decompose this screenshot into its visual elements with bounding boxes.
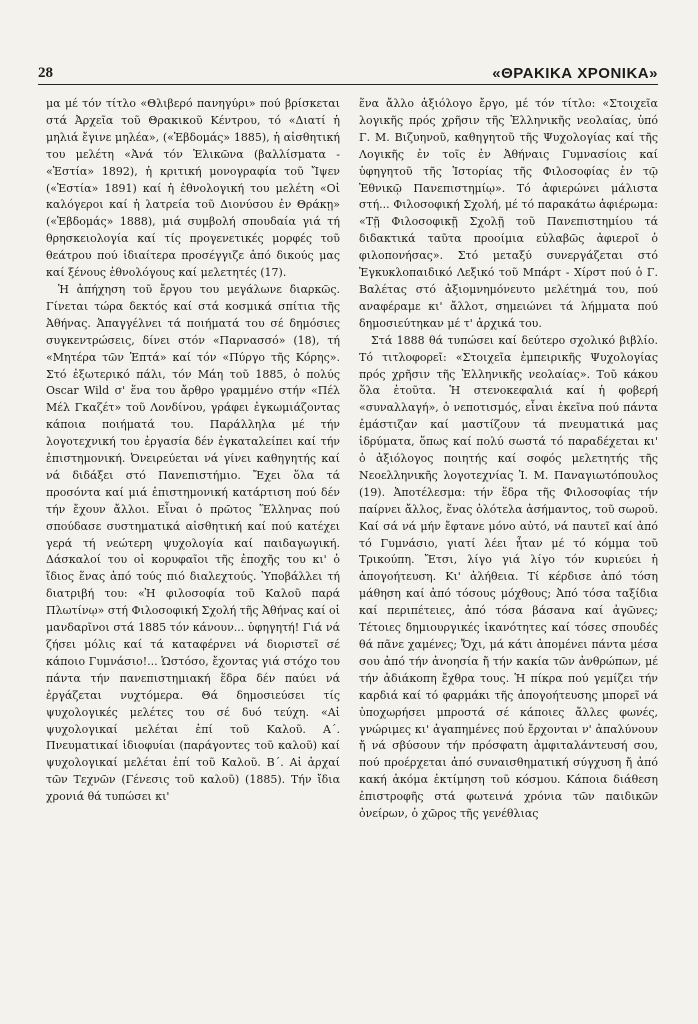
right-column <box>359 96 658 823</box>
left-column <box>46 96 340 806</box>
page-number: 28 <box>38 65 53 81</box>
header-rule <box>38 84 658 85</box>
paragraph: μα μέ τόν τίτλο «Θλιβερό πανηγύρι» πού βρίσκεται στά Ἀρχεῖα τοῦ Θρακικοῦ Κέντρου, τό «Διατί ἡ μηλιά ἔγινε μηλέα», («Ἑβδομάς» 1885), ἡ αἰσθητική του μελέτη «Ἀνά τόν Ἑλικῶνα (βαλλίσματα - «Ἑστία» 1892), ἡ κριτική μονογραφία τοῦ Ἴψεν («Ἑστία» 1891) καί ἡ ἐθνολογική του μελέτη «Οἱ καλόγεροι καί ἡ λατρεία τοῦ Διονύσου ἐν Θράκῃ» («Ἑβδομάς» 1888), μιά συμβολή σπουδαία γιά τή θρησκειολογία καί τίς προγενετικές μορφές τοῦ θεάτρου πού ἰδιαίτερα προσέγγιζε ἀπό δικούς μας καί ξένους ἐθνολόγους καί μελετητές (17). <box>46 97 340 280</box>
paragraph: Στά 1888 θά τυπώσει καί δεύτερο σχολικό βιβλίο. Τό τιτλοφορεῖ: «Στοιχεῖα ἐμπειρικῆς Ψυχολογίας πρός χρῆσιν τῆς Ἑλληνικῆς νεολαίας». Τοῦ κάκου ὅλα ἐτοῦτα. Ἡ στενοκεφαλιά καί ἡ φοβερή «συναλλαγή», ὁ νεποτισμός, εἶναι ἐκεῖνα πού πάντα ἐμάστιζαν καί μαστίζουν τά πνευματικά μας ἱδρύματα, ὅπως καί πολύ σωστά τό παραδέχεται κι' ὁ ἀξιόλογος ποιητής καί σοφός μελετητής τῆς Νεοελληνικῆς λογοτεχνίας Ἰ. Μ. Παναγιωτόπουλος (19). Ἀποτέλεσμα: τήν ἕδρα τῆς Φιλοσοφίας τήν παίρνει ἄλλος, ἕνας ὁλότελα ἀσήμαντος, τοῦ σωροῦ. Καί σά νά μήν ἔφτανε μόνο αὐτό, νά παυτεῖ καί ἀπό τό Γυμνάσιο, γιατί λέει ἦταν μέ τό κόμμα τοῦ Τρικούπη. Ἔτσι, λίγο γιά λίγο τόν κυριεύει ἡ ἀπογοήτευση. Κι' ἀλήθεια. Τί κέρδισε ἀπό τόση μάθηση καί ἀπό τόσους μόχθους; Ἀπό τόσα ταξίδια καί περιπέτειες, ἀπό τόσα βάσανα καί ἀγῶνες; Τέτοιες δημιουργικές ἱκανότητες καί τόσες σπουδές θά πᾶνε χαμένες; Ὄχι, μά κάτι ἀπομένει πάντα μέσα σου ἀπό τήν ἀνοησία ἤ τήν κακία τῶν ἀνθρώπων, μέ τήν ἀδιάκοπη ἔχθρα τους. Ἡ πίκρα πού γεμίζει τήν καρδιά καί τό φαρμάκι τῆς ἀπογοήτευσης μπορεῖ νά ὑποχωρήσει μπροστά σέ κάποιες ἄλλες φωνές, γνώριμες κι' ἀγαπημένες πού ἔρχονται ν' ἀπαλύνουν ἤ νά σβύσουν τήν πρόσφατη ἀμφιταλάντευσή σου, πού προέρχεται ἀπό συναισθηματική σύγχυση ἤ ἀπό κακή ἀκόμα ἐκτίμηση τοῦ κόσμου. Κάποια διάθεση ἐπιστροφῆς στά φωτεινά χρόνια τῶν παιδικῶν ὀνείρων, ὁ χῶρος τῆς γενέθλιας <box>359 333 658 821</box>
page-header <box>38 58 658 82</box>
journal-title: «ΘΡΑΚΙΚΑ ΧΡΟΝΙΚΑ» <box>492 65 658 82</box>
paragraph: Ἡ ἀπήχηση τοῦ ἔργου του μεγάλωνε διαρκῶς. Γίνεται τώρα δεκτός καί στά κοσμικά σπίτια τῆς Ἀθήνας. Ἀπαγγέλνει τά ποιήματά του σέ δημόσιες συγκεντρώσεις, δίνει στόν «Παρνασσό» (18), τή «Μητέρα τῶν Ἑπτά» καί τόν «Πύργο τῆς Κόρης». Στό ἐξωτερικό πάλι, τόν Μάη τοῦ 1885, ὁ πολύς Oscar Wild σ' ἕνα του ἄρθρο γραμμένο στήν «Πέλ Μέλ Γκαζέτ» τοῦ Λονδίνου, γράφει ἐγκωμιάζοντας κάποια ποιήματά του. Παράλληλα μέ τήν λογοτεχνική του ἐργασία δέν ἐγκαταλείπει καί τήν ἐπιστημονική. Ὀνειρεύεται νά γίνει καθηγητής καί νά διδάξει στό Πανεπιστήμιο. Ἔχει ὅλα τά προσόντα καί μιά ἐπιστημονική κατάρτιση πού δέν τήν ἔχουν ἄλλοι. Εἶναι ὁ πρῶτος Ἕλληνας πού σπούδασε συστηματικά αἰσθητική καί πού κατέχει γερά τή νεώτερη ψυχολογία καί παιδαγωγική. Δάσκαλοί του οἱ κορυφαῖοι τῆς ἐποχῆς του κι' ὁ ἴδιος ἕνας ἀπό τούς πιό διαλεχτούς. Ὑποβάλλει τή διατριβή του: «Ἡ φιλοσοφία τοῦ Καλοῦ παρά Πλωτίνῳ» στή Φιλοσοφική Σχολή τῆς Ἀθήνας καί οἱ μανδαρῖνοι στά 1885 τόν κάνουν... ὑφηγητή! Γιά νά ζήσει μόλις καί τά καταφέρνει νά διοριστεῖ σέ κάποιο Γυμνάσιο!... Ὡστόσο, ἔχοντας γιά στόχο του πάντα τήν πανεπιστημιακή ἕδρα δέν παύει νά ἐργάζεται νυχτόμερα. Θά δημοσιεύσει τίς ψυχολογικές μελέτες του σέ δυό τεύχη. «Αἱ ψυχολογικαί μελέται ἐπί τοῦ Καλοῦ. Α΄. Πνευματικαί ἰδιοφυίαι (παράγοντες τοῦ καλοῦ) καί ψυχολογικαί μελέται ἐπί τοῦ Καλοῦ. Β΄. Αἱ ἀρχαί τῶν Τεχνῶν (Γένεσις τοῦ καλοῦ) (1885). Τήν ἴδια χρονιά θά τυπώσει κι' <box>46 282 340 804</box>
paragraph: ἕνα ἄλλο ἀξιόλογο ἔργο, μέ τόν τίτλο: «Στοιχεῖα λογικῆς πρός χρῆσιν τῆς Ἑλληνικῆς νεολαίας, ὑπό Γ. Μ. Βιζυηνοῦ, καθηγητοῦ τῆς Ψυχολογίας καί τῆς Λογικῆς ἐν τοῖς ἐν Ἀθήναις Γυμνασίοις καί ὑφηγητοῦ τῆς Ἱστορίας τῆς Φιλοσοφίας ἐν τῷ Ἐθνικῷ Πανεπιστημίῳ». Τό ἀφιερώνει μάλιστα στή... Φιλοσοφική Σχολή, μέ τό παρακάτω ἀφιέρωμα: «Τῇ Φιλοσοφικῇ Σχολῇ τοῦ Πανεπιστημίου τά διδακτικά ταῦτα προοίμια εὐλαβῶς ἀφιεροῖ ὁ φιλοπονήσας». Στό μεταξύ συνεργάζεται στό Ἐγκυκλοπαιδικό Λεξικό τοῦ Μπάρτ - Χίρστ πού ὁ Γ. Βαλέτας στό ἀξιομνημόνευτο μελέτημά του, πού αναφέραμε κι' ἄλλοτ, σημειώνει τά λήμματα πού δημοσιεύτηκαν μέ τ' ἀρχικά του. <box>359 97 658 330</box>
